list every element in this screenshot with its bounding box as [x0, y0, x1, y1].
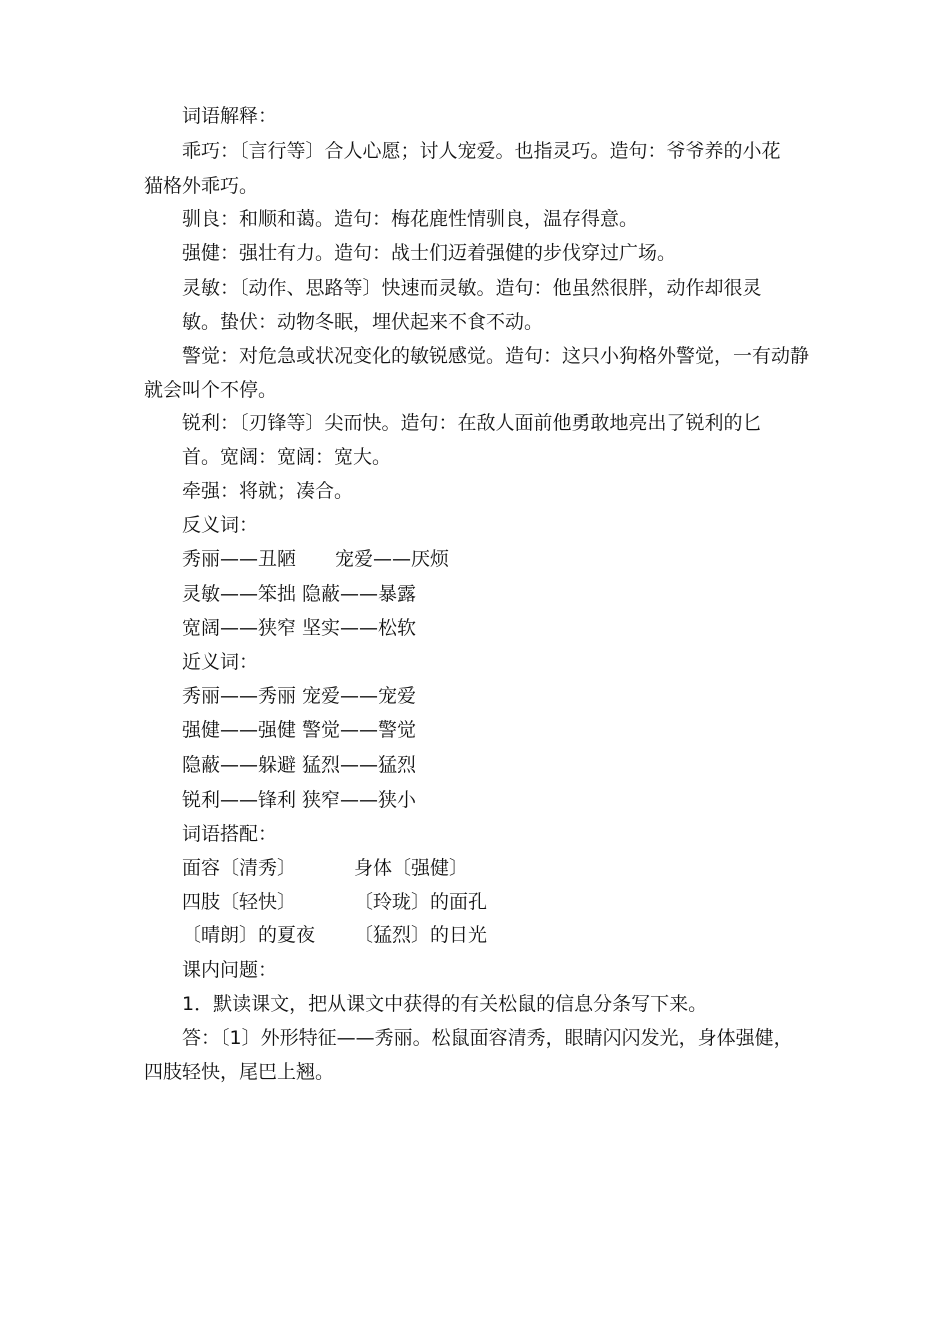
synonym-row-2: 强健——强健 警觉——警觉 — [182, 719, 417, 741]
antonym-row-1 — [182, 547, 782, 571]
antonym-row-2: 灵敏——笨拙 隐蔽——暴露 — [182, 583, 417, 605]
collocation-item: 〔晴朗〕的夏夜 — [182, 924, 316, 946]
explanation-qianqiang: 牵强：将就；凑合。 — [182, 480, 354, 502]
collocation-item: 〔玲珑〕的面孔 — [354, 891, 488, 913]
collocation-item: 四肢〔轻快〕 — [182, 891, 297, 913]
heading-antonyms: 反义词： — [182, 514, 259, 536]
collocation-row-1 — [182, 856, 782, 880]
answer-1-cont: 四肢轻快，尾巴上翘。 — [144, 1061, 335, 1083]
explanation-zhefu: 敏。蛰伏：动物冬眠，埋伏起来不食不动。 — [182, 311, 544, 333]
synonym-row-3: 隐蔽——躲避 猛烈——猛烈 — [182, 754, 417, 776]
heading-word-explanations: 词语解释： — [182, 105, 278, 127]
heading-collocations: 词语搭配： — [182, 823, 278, 845]
explanation-jingjue-cont: 就会叫个不停。 — [144, 379, 278, 401]
antonym-row-3: 宽阔——狭窄 坚实——松软 — [182, 617, 417, 639]
collocation-row-2 — [182, 890, 782, 914]
explanation-ruili: 锐利：〔刃锋等〕尖而快。造句：在敌人面前他勇敢地亮出了锐利的匕 — [182, 412, 762, 434]
collocation-item: 面容〔清秀〕 — [182, 857, 297, 879]
synonym-row-1: 秀丽——秀丽 宠爱——宠爱 — [182, 685, 417, 707]
antonym-pair: 秀丽——丑陋 — [182, 548, 297, 570]
explanation-qiangjian: 强健：强壮有力。造句：战士们迈着强健的步伐穿过广场。 — [182, 242, 677, 264]
heading-in-class-questions: 课内问题： — [182, 959, 278, 981]
question-1: 1．默读课文，把从课文中获得的有关松鼠的信息分条写下来。 — [182, 993, 708, 1015]
explanation-xunliang: 驯良：和顺和蔼。造句：梅花鹿性情驯良，温存得意。 — [182, 208, 639, 230]
explanation-guaiqiao-cont: 猫格外乖巧。 — [144, 175, 259, 197]
answer-1: 答：〔1〕外形特征——秀丽。松鼠面容清秀，眼睛闪闪发光，身体强健， — [182, 1027, 793, 1049]
heading-synonyms: 近义词： — [182, 651, 259, 673]
explanation-guaiqiao: 乖巧：〔言行等〕合人心愿；讨人宠爱。也指灵巧。造句：爷爷养的小花 — [182, 140, 781, 162]
explanation-lingmin: 灵敏：〔动作、思路等〕快速而灵敏。造句：他虽然很胖，动作却很灵 — [182, 277, 762, 299]
explanation-jingjue: 警觉：对危急或状况变化的敏锐感觉。造句：这只小狗格外警觉，一有动静 — [182, 345, 810, 367]
explanation-kuankuo: 首。宽阔：宽阔：宽大。 — [182, 446, 392, 468]
synonym-row-4: 锐利——锋利 狭窄——狭小 — [182, 789, 417, 811]
collocation-row-3 — [182, 923, 782, 947]
antonym-pair: 宠爱——厌烦 — [335, 548, 450, 570]
collocation-item: 身体〔强健〕 — [354, 857, 469, 879]
collocation-item: 〔猛烈〕的日光 — [354, 924, 488, 946]
